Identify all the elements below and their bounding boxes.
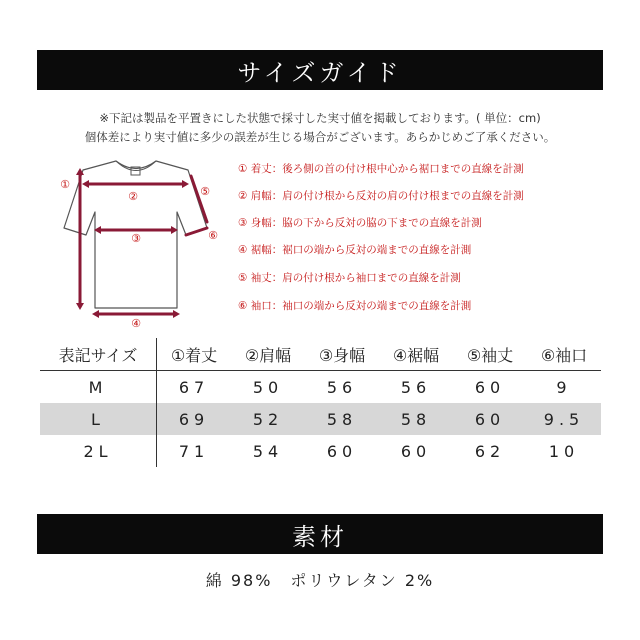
table-cell: 60	[326, 441, 358, 461]
size-label: L	[40, 403, 157, 435]
size-guide-banner: サイズガイド	[37, 50, 603, 90]
table-cell: 54	[252, 441, 284, 461]
legend-item-sleeve: ⑤ 袖丈：肩の付け根から袖口までの直線を計測	[238, 272, 461, 284]
table-cell: 60	[400, 441, 432, 461]
table-cell: 62	[474, 441, 506, 461]
size-table	[40, 338, 601, 467]
table-row	[40, 371, 601, 404]
marker-length: ①	[60, 178, 70, 191]
marker-shoulder: ②	[128, 190, 138, 203]
table-cell: 56	[326, 377, 358, 397]
marker-chest: ③	[131, 232, 141, 245]
material-composition: 綿 98% ポリウレタン 2%	[205, 571, 435, 590]
material-banner: 素材	[37, 514, 603, 554]
legend-item-cuff: ⑥ 袖口：袖口の端から反対の端までの直線を計測	[238, 300, 472, 312]
header-hem: ④裾幅	[379, 338, 453, 371]
table-row	[40, 403, 601, 435]
table-cell: 56	[400, 377, 432, 397]
table-cell: 52	[231, 403, 305, 435]
marker-cuff: ⑥	[208, 229, 218, 242]
table-row	[40, 435, 601, 467]
legend-item-chest: ③ 身幅：脇の下から反対の脇の下までの直線を計測	[238, 217, 482, 229]
table-cell: 10	[548, 441, 580, 461]
legend-item-hem: ④ 裾幅：裾口の端から反対の端までの直線を計測	[238, 244, 472, 256]
legend-item-shoulder: ② 肩幅：肩の付け根から反対の肩の付け根までの直線を計測	[238, 190, 524, 202]
marker-hem: ④	[131, 317, 141, 330]
table-cell: 58	[379, 403, 453, 435]
table-cell: 9.5	[527, 403, 601, 435]
table-cell: 60	[474, 377, 506, 397]
size-label: 2L	[40, 435, 157, 467]
measurement-note: ※下記は製品を平置きにした状態で採寸した実寸値を掲載しております。( 単位：cm)	[99, 111, 541, 125]
header-shoulder: ②肩幅	[231, 338, 305, 371]
legend-item-length: ① 着丈：後ろ側の首の付け根中心から裾口までの直線を計測	[238, 163, 524, 175]
table-cell: 67	[178, 377, 210, 397]
table-cell: 69	[157, 403, 232, 435]
header-chest: ③身幅	[305, 338, 379, 371]
table-cell: 50	[252, 377, 284, 397]
marker-sleeve: ⑤	[200, 185, 210, 198]
table-cell: 60	[453, 403, 527, 435]
tshirt-measurement-diagram	[50, 150, 225, 330]
header-length: ①着丈	[157, 338, 232, 371]
table-header-row	[40, 338, 601, 371]
table-cell: 71	[178, 441, 210, 461]
table-cell: 58	[305, 403, 379, 435]
table-cell: 9	[556, 377, 572, 397]
variance-note: 個体差により実寸値に多少の誤差が生じる場合がございます。あらかじめご了承ください。	[84, 130, 556, 144]
header-sleeve: ⑤袖丈	[453, 338, 527, 371]
header-size: 表記サイズ	[40, 338, 157, 371]
header-cuff: ⑥袖口	[527, 338, 601, 371]
size-label: M	[40, 371, 157, 404]
